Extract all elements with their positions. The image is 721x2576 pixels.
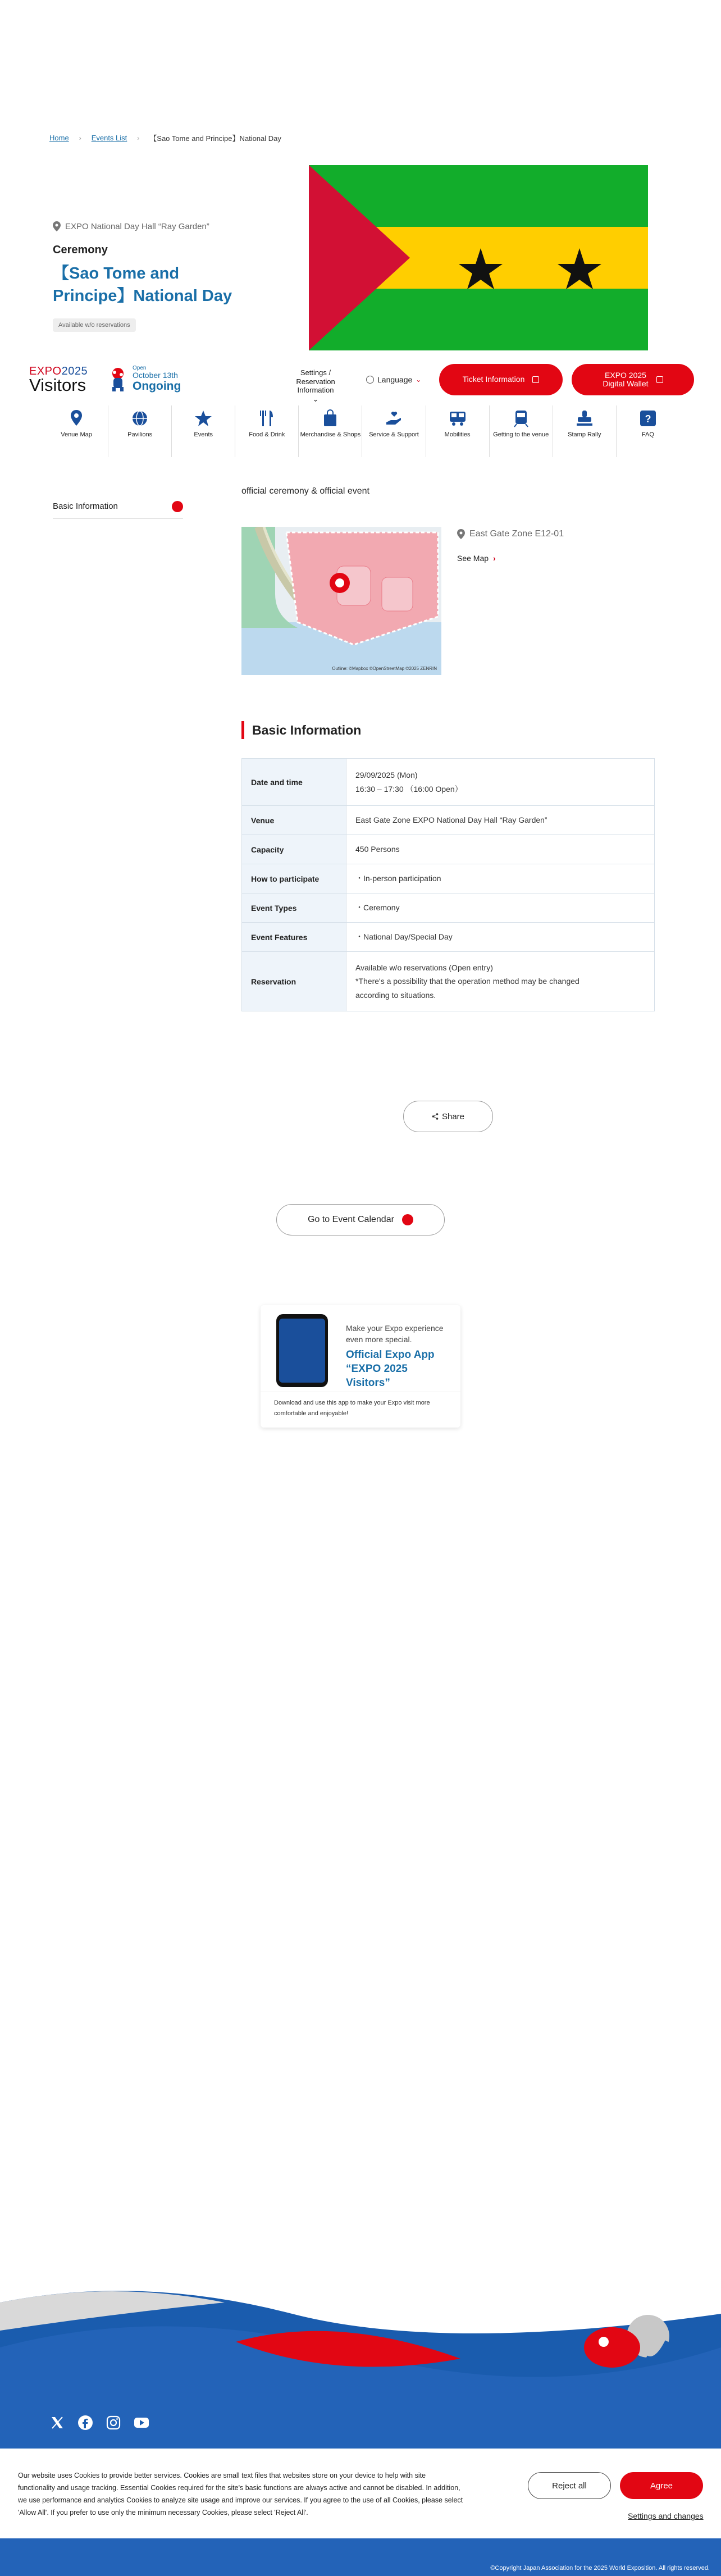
app-promo-card[interactable]	[261, 1305, 460, 1428]
table-row	[242, 835, 655, 864]
external-link-icon	[532, 376, 539, 383]
table-row	[242, 806, 655, 835]
map-image	[241, 527, 441, 675]
chevron-down-icon: ⌄	[416, 376, 422, 384]
breadcrumb-home-link[interactable]: Home	[49, 134, 69, 142]
row-value: Available w/o reservations (Open entry) *There's a possibility that the operation method may be changed according to situations.	[346, 952, 655, 1011]
location-pin-icon	[53, 221, 61, 231]
globe-icon	[366, 376, 374, 384]
digital-wallet-button[interactable]	[572, 364, 694, 395]
fork-knife-icon	[257, 409, 276, 428]
table-row	[242, 893, 655, 923]
nav-service-support[interactable]	[362, 405, 426, 457]
row-value: 29/09/2025 (Mon) 16:30 – 17:30 （16:00 Open）	[346, 759, 655, 806]
language-label: Language	[377, 375, 413, 384]
nav-getting-to-venue[interactable]	[490, 405, 553, 457]
share-button[interactable]	[403, 1101, 493, 1132]
logo-expo-text: EXPO	[29, 365, 62, 377]
cookie-text: Our website uses Cookies to provide better services. Cookies are small text files that websites store on your device to help with site functionality and usage tracking. Essential Cookies required for the site's basic functions are always active and cannot be disabled. In addition, we use performance and analytics Cookies to analyze site usage and improve our services. If you agree to the use of all Cookies, please select 'Allow All'. If you prefer to use only the minimum necessary Cookies, please select 'Reject All'.	[18, 2472, 463, 2516]
share-icon	[432, 1113, 439, 1120]
row-label: Event Types	[242, 893, 346, 923]
table-row	[242, 759, 655, 806]
wallet-label-2: Digital Wallet	[603, 379, 649, 388]
row-label: How to participate	[242, 864, 346, 893]
breadcrumb	[49, 133, 281, 143]
settings-menu-button[interactable]	[288, 368, 344, 403]
map-info	[457, 529, 564, 563]
star-icon	[194, 409, 213, 428]
facebook-icon[interactable]	[77, 2415, 93, 2431]
row-value: ・In-person participation	[346, 864, 655, 893]
hand-heart-icon	[385, 409, 404, 428]
event-calendar-button[interactable]	[276, 1204, 445, 1235]
myaku-myaku-mascot-icon	[108, 367, 128, 391]
train-icon	[512, 409, 531, 428]
row-label: Reservation	[242, 952, 346, 1011]
nav-events[interactable]	[172, 405, 235, 457]
nav-food-drink[interactable]	[235, 405, 299, 457]
event-category: Ceremony	[53, 244, 108, 256]
site-header	[0, 359, 721, 403]
row-label: Capacity	[242, 835, 346, 864]
nav-merchandise[interactable]	[299, 405, 362, 457]
breadcrumb-current: 【Sao Tome and Principe】National Day	[149, 134, 281, 143]
side-menu-basic-info[interactable]	[53, 494, 183, 519]
nav-mobilities[interactable]	[426, 405, 490, 457]
agree-button[interactable]: Agree	[620, 2472, 703, 2499]
copyright-text: ©Copyright Japan Association for the 2025 World Exposition. All rights reserved.	[490, 2565, 710, 2572]
map-credit: Outline: ©Mapbox ©OpenStreetMap ©2025 ZENRIN	[332, 666, 437, 672]
sao-tome-flag-image	[309, 165, 648, 350]
reservation-badge: Available w/o reservations	[53, 318, 136, 332]
youtube-icon[interactable]	[134, 2415, 149, 2431]
nav-label: Service & Support	[369, 431, 419, 438]
chevron-right-icon: ›	[493, 554, 496, 563]
app-phone-image	[276, 1314, 328, 1387]
jump-arrow-icon	[172, 501, 183, 512]
shopping-bag-icon	[321, 409, 340, 428]
map-pin-icon	[67, 409, 86, 428]
nav-label: Venue Map	[61, 431, 92, 438]
globe-icon	[130, 409, 149, 428]
status-state: Ongoing	[133, 380, 181, 393]
breadcrumb-events-link[interactable]: Events List	[91, 134, 127, 142]
reject-all-button[interactable]: Reject all	[528, 2472, 611, 2499]
app-tagline-2: even more special.	[346, 1334, 412, 1344]
x-icon[interactable]	[49, 2415, 65, 2431]
cookie-banner	[0, 2449, 721, 2538]
table-row	[242, 864, 655, 893]
status-label: Open	[133, 365, 147, 371]
cookie-settings-link[interactable]: Settings and changes	[628, 2511, 704, 2520]
row-value: ・National Day/Special Day	[346, 923, 655, 952]
row-label: Event Features	[242, 923, 346, 952]
chevron-right-icon: ›	[137, 134, 140, 142]
settings-label-3: Information	[297, 386, 334, 395]
venue-row	[53, 221, 238, 231]
arrow-right-icon	[402, 1214, 413, 1225]
external-link-icon	[656, 376, 663, 383]
svg-text:?: ?	[645, 413, 651, 425]
share-label: Share	[441, 1111, 465, 1121]
venue-map-thumbnail[interactable]	[241, 527, 441, 675]
language-selector[interactable]	[366, 375, 421, 384]
nav-label: Food & Drink	[249, 431, 285, 438]
bus-icon	[448, 409, 467, 428]
see-map-label: See Map	[457, 554, 489, 563]
location-pin-icon	[457, 529, 465, 539]
row-value: ・Ceremony	[346, 893, 655, 923]
settings-label-2: Reservation	[296, 377, 335, 386]
row-value: 450 Persons	[346, 835, 655, 864]
expo-status	[108, 365, 181, 393]
nav-label: Mobilities	[444, 431, 471, 438]
nav-venue-map[interactable]	[45, 405, 108, 457]
section-title: Basic Information	[241, 721, 361, 739]
expo-visitors-logo[interactable]	[29, 366, 88, 393]
main-icon-nav	[45, 405, 679, 457]
side-menu-label: Basic Information	[53, 501, 118, 511]
chevron-down-icon: ⌄	[312, 394, 319, 403]
table-row	[242, 923, 655, 952]
logo-visitors-text: Visitors	[29, 375, 86, 395]
instagram-icon[interactable]	[106, 2415, 121, 2431]
zone-text: East Gate Zone E12-01	[469, 529, 564, 539]
social-links	[49, 2415, 149, 2431]
basic-info-table	[241, 758, 655, 1011]
page-title: 【Sao Tome and Principe】National Day	[53, 265, 232, 306]
chevron-right-icon: ›	[79, 134, 81, 142]
nav-stamp-rally[interactable]	[553, 405, 617, 457]
event-header	[53, 221, 238, 332]
nav-label: Events	[194, 431, 213, 438]
nav-faq[interactable]	[617, 405, 679, 457]
row-label: Venue	[242, 806, 346, 835]
table-row	[242, 952, 655, 1011]
wallet-label-1: EXPO 2025	[605, 370, 646, 380]
app-name-2: “EXPO 2025 Visitors”	[346, 1362, 408, 1389]
settings-label-1: Settings /	[300, 368, 331, 377]
zone-row	[457, 529, 564, 539]
nav-label: Getting to the venue	[493, 431, 549, 438]
event-lead-text: official ceremony & official event	[241, 486, 369, 496]
calendar-label: Go to Event Calendar	[308, 1215, 394, 1224]
app-tagline-1: Make your Expo experience	[346, 1324, 444, 1333]
nav-pavilions[interactable]	[108, 405, 172, 457]
logo-year-text: 2025	[61, 365, 88, 377]
stamp-icon	[575, 409, 594, 428]
ticket-information-button[interactable]	[439, 364, 563, 395]
venue-name: EXPO National Day Hall “Ray Garden”	[65, 221, 209, 231]
row-label: Date and time	[242, 759, 346, 806]
ticket-button-label: Ticket Information	[462, 375, 525, 384]
question-icon	[638, 409, 658, 428]
see-map-link[interactable]	[457, 554, 564, 563]
nav-label: Stamp Rally	[568, 431, 601, 438]
row-value: East Gate Zone EXPO National Day Hall “Ray Garden”	[346, 806, 655, 835]
app-description: Download and use this app to make your Expo visit more comfortable and enjoyable!	[261, 1392, 460, 1424]
nav-label: FAQ	[641, 431, 654, 438]
status-date: October 13th	[133, 371, 178, 380]
app-name-1: Official Expo App	[346, 1349, 435, 1361]
nav-label: Pavilions	[127, 431, 153, 438]
nav-label: Merchandise & Shops	[300, 431, 361, 438]
